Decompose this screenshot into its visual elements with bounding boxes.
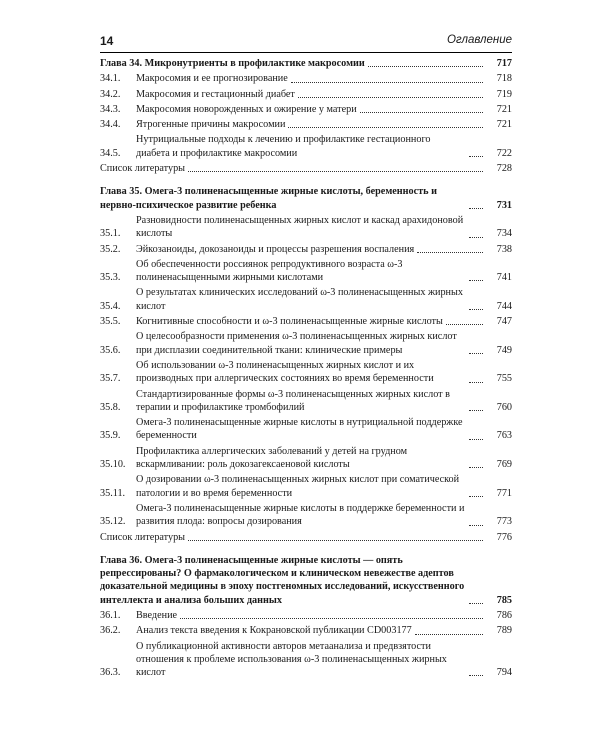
leader-dots [415, 634, 483, 635]
chapter-35 [100, 185, 512, 543]
leader-dots [469, 382, 483, 383]
leader-dots [360, 112, 483, 113]
page-ref: 722 [496, 147, 512, 159]
running-head: Оглавление [447, 34, 512, 46]
leader-dots [469, 410, 483, 411]
section-number: 34.1. [100, 73, 121, 85]
toc-entry[interactable] [100, 445, 512, 472]
section-title: Разновидности полиненасыщенных жирных кислот и каскад арахидоновой кислоты [136, 214, 464, 240]
section-number: 34.4. [100, 119, 121, 131]
leader-dots [469, 496, 483, 497]
section-number: 36.3. [100, 667, 121, 679]
section-number: 35.2. [100, 243, 121, 255]
section-number: 35.3. [100, 272, 121, 284]
section-number: 35.6. [100, 344, 121, 356]
section-number: 35.4. [100, 300, 121, 312]
page-ref: 760 [496, 401, 512, 413]
leader-dots [469, 603, 483, 604]
section-title: Когнитивные способности и ω-3 полиненасыщенные жирные кислоты [136, 316, 443, 328]
page-ref: 749 [496, 344, 512, 356]
leader-dots [469, 675, 483, 676]
chapter-title: Омега-3 полиненасыщенные жирные кислоты — опять репрессированы? О фармакологическом и клиническом невежестве адептов доказательной медицины в эпоху постгеномных исследований, искусственного интеллекта и анализа больших данных [100, 554, 465, 606]
section-title: Омега-3 полиненасыщенные жирные кислоты в поддержке беременности и развития плода: вопросы дозирования [136, 502, 465, 528]
section-title: Об обеспеченности россиянок репродуктивного возраста ω-3 полиненасыщенными жирными кислотами [136, 258, 403, 284]
section-title: Ятрогенные причины макросомии [136, 119, 286, 131]
toc-entry[interactable] [100, 609, 512, 622]
toc-entry[interactable] [100, 315, 512, 328]
page-ref: 718 [496, 73, 512, 85]
toc-entry[interactable] [100, 388, 512, 415]
section-title: Макросомия и ее прогнозирование [136, 73, 288, 85]
section-number: 34.5. [100, 147, 121, 159]
section-title: Профилактика аллергических заболеваний у детей на грудном вскармливании: роль докозагексаеновой кислоты [136, 445, 408, 471]
section-title: О результатах клинических исследований ω-3 полиненасыщенных жирных кислот [136, 287, 463, 312]
toc-entry[interactable] [100, 103, 512, 116]
leader-dots [469, 525, 483, 526]
section-number: 35.8. [100, 401, 121, 413]
leader-dots [188, 540, 483, 541]
leader-dots [288, 127, 483, 128]
leader-dots [469, 208, 483, 209]
toc-entry[interactable] [100, 286, 512, 313]
section-number: 35.11. [100, 487, 126, 499]
section-number: 35.1. [100, 228, 121, 240]
page-ref: 773 [496, 516, 512, 528]
toc-entry[interactable] [100, 330, 512, 357]
leader-dots [469, 353, 483, 354]
toc-entry[interactable] [100, 243, 512, 256]
bibliography-title: Список литературы [100, 163, 186, 175]
section-title: Нутрициальные подходы к лечению и профилактике гестационного диабета и профилактике макросомии [136, 134, 431, 159]
section-title: О дозировании ω-3 полиненасыщенных жирных кислот при соматической патологии и во время беременности [136, 474, 460, 499]
section-title: Омега-3 полиненасыщенные жирные кислоты в нутрициальной поддержке беременности [136, 417, 463, 442]
page-ref: 763 [496, 430, 512, 442]
chapter-label: Глава 35. [100, 186, 143, 198]
toc-entry[interactable] [100, 133, 512, 160]
chapter-title: Микронутриенты в профилактике макросомии [144, 58, 365, 69]
page-ref: 744 [496, 300, 512, 312]
section-number: 35.7. [100, 373, 121, 385]
toc-entry[interactable] [100, 502, 512, 529]
section-title: Анализ текста введения к Кокрановской публикации CD003177 [136, 625, 412, 637]
page-ref: 741 [496, 272, 512, 284]
bibliography-title: Список литературы [100, 531, 186, 543]
leader-dots [291, 82, 483, 83]
chapter-36 [100, 554, 512, 680]
leader-dots [469, 280, 483, 281]
page-ref: 731 [496, 199, 512, 211]
toc-entry[interactable] [100, 624, 512, 637]
leader-dots [446, 324, 483, 325]
section-number: 35.5. [100, 316, 121, 328]
toc-entry[interactable] [100, 473, 512, 500]
toc-entry[interactable] [100, 258, 512, 285]
section-number: 34.3. [100, 103, 121, 115]
section-title: О публикационной активности авторов метаанализа и предвзятости отношения к проблеме использования ω-3 полиненасыщенных жирных кислот [136, 640, 447, 679]
toc-entry[interactable] [100, 118, 512, 131]
chapter-label: Глава 34. [100, 58, 143, 69]
section-number: 36.1. [100, 609, 121, 621]
page-ref: 771 [496, 487, 512, 499]
page-number: 14 [100, 34, 114, 48]
leader-dots [298, 97, 483, 98]
page-ref: 719 [496, 88, 512, 100]
toc-entry[interactable] [100, 72, 512, 85]
toc-entry[interactable] [100, 416, 512, 443]
section-title: Эйкозаноиды, докозаноиды и процессы разрешения воспаления [136, 243, 415, 255]
section-title: Макросомия и гестационный диабет [136, 88, 295, 100]
section-number: 35.10. [100, 459, 126, 471]
chapter-title-row[interactable] [100, 554, 512, 607]
toc-entry[interactable] [100, 88, 512, 101]
page-ref: 776 [496, 531, 512, 543]
bibliography-entry[interactable] [100, 162, 512, 175]
leader-dots [469, 156, 483, 157]
leader-dots [469, 309, 483, 310]
leader-dots [469, 237, 483, 238]
chapter-title-row[interactable] [100, 185, 512, 212]
page-ref: 786 [496, 609, 512, 621]
leader-dots [188, 171, 483, 172]
page-ref: 769 [496, 459, 512, 471]
chapter-34 [100, 57, 512, 175]
section-title: Стандартизированные формы ω-3 полиненасыщенных жирных кислот в терапии и профилактике тромбофилий [136, 388, 450, 413]
section-number: 35.12. [100, 516, 126, 528]
section-number: 34.2. [100, 88, 121, 100]
leader-dots [368, 66, 483, 67]
page-ref: 747 [496, 316, 512, 328]
section-title: Об использовании ω-3 полиненасыщенных жирных кислот и их производных при аллергических состояниях во время беременности [136, 359, 434, 385]
page-ref: 717 [496, 58, 512, 69]
page-ref: 734 [496, 228, 512, 240]
leader-dots [180, 618, 483, 619]
chapter-title: Омега-3 полиненасыщенные жирные кислоты, беременность и нервно-психическое развитие ребенка [100, 186, 437, 211]
section-title: Введение [136, 609, 178, 621]
section-number: 35.9. [100, 430, 121, 442]
leader-dots [469, 467, 483, 468]
leader-dots [417, 252, 483, 253]
page-ref: 755 [496, 373, 512, 385]
toc-entry[interactable] [100, 640, 512, 680]
bibliography-entry[interactable] [100, 531, 512, 544]
section-number: 36.2. [100, 625, 121, 637]
page-ref: 728 [496, 163, 512, 175]
toc-entry[interactable] [100, 214, 512, 241]
page-ref: 794 [496, 667, 512, 679]
page-ref: 738 [496, 243, 512, 255]
header-rule [100, 52, 512, 53]
section-title: Макросомия новорожденных и ожирение у матери [136, 103, 357, 115]
page-ref: 721 [496, 119, 512, 131]
table-of-contents [100, 57, 512, 681]
section-title: О целесообразности применения ω-3 полиненасыщенных жирных кислот при дисплазии соединительной ткани: клинические примеры [136, 331, 457, 356]
chapter-title-row[interactable] [100, 57, 512, 70]
toc-entry[interactable] [100, 359, 512, 386]
page-ref: 789 [496, 625, 512, 637]
page-ref: 721 [496, 103, 512, 115]
chapter-label: Глава 36. [100, 554, 143, 566]
page-ref: 785 [496, 594, 512, 606]
leader-dots [469, 439, 483, 440]
